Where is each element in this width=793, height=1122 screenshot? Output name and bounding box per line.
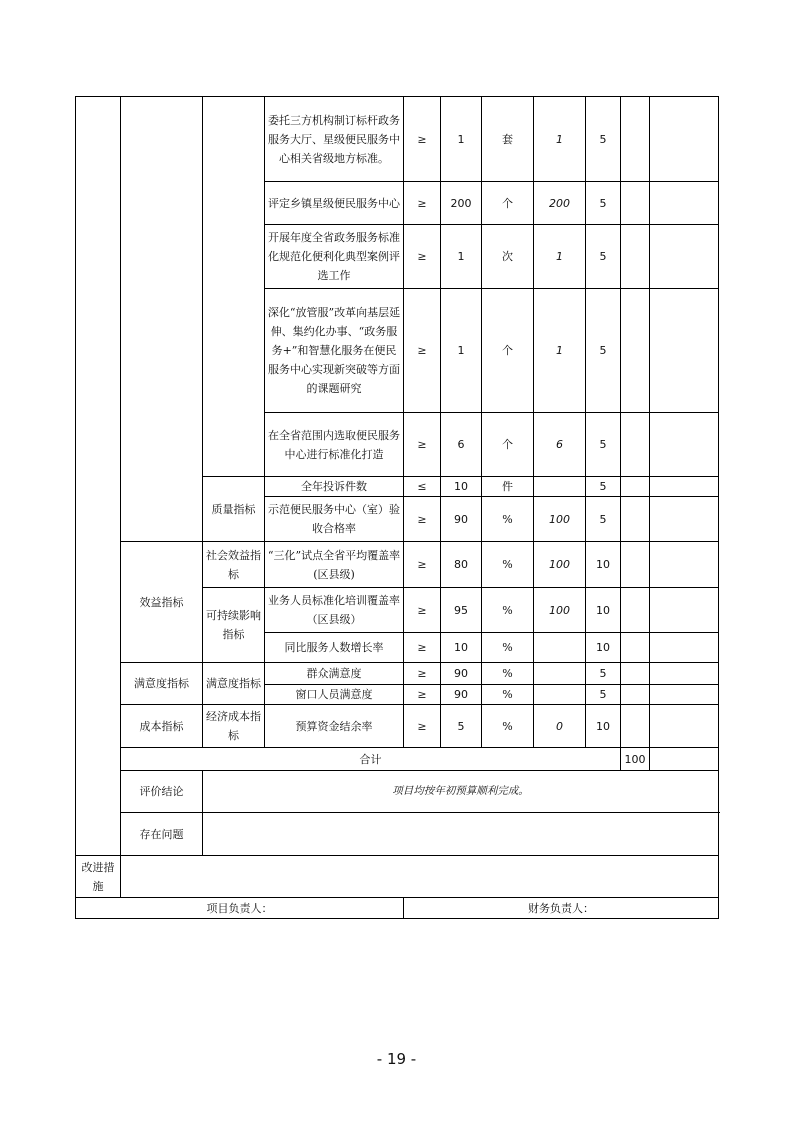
unit: 件	[482, 477, 534, 497]
score: 5	[586, 225, 621, 289]
total-obtained	[650, 748, 719, 771]
indicator-name: 同比服务人数增长率	[265, 633, 404, 663]
unit: %	[482, 685, 534, 705]
actual-value: 1	[534, 97, 586, 182]
comparison-operator: ≥	[404, 289, 441, 413]
comparison-operator: ≥	[404, 705, 441, 748]
unit: 次	[482, 225, 534, 289]
benefit-indicator-label: 效益指标	[121, 542, 203, 663]
page-number: - 19 -	[376, 1050, 417, 1068]
actual-value	[534, 633, 586, 663]
problems-label: 存在问题	[121, 813, 203, 856]
score-obtained	[621, 588, 650, 633]
deviation-reason	[650, 97, 719, 182]
score: 5	[586, 663, 621, 685]
deviation-reason	[650, 588, 719, 633]
social-benefit-indicator-label: 社会效益指标	[203, 542, 265, 588]
comparison-operator: ≥	[404, 633, 441, 663]
unit: 个	[482, 289, 534, 413]
problems-text	[203, 813, 719, 856]
score: 10	[586, 588, 621, 633]
score: 5	[586, 497, 621, 542]
sustainable-impact-indicator-label: 可持续影响指标	[203, 588, 265, 663]
target-value: 90	[441, 663, 482, 685]
score: 10	[586, 633, 621, 663]
conclusion-label: 评价结论	[121, 771, 203, 813]
comparison-operator: ≤	[404, 477, 441, 497]
unit: 个	[482, 413, 534, 477]
score-obtained	[621, 663, 650, 685]
target-value: 5	[441, 705, 482, 748]
problems-row	[76, 813, 719, 856]
outer-category-cell	[76, 97, 121, 856]
target-value: 95	[441, 588, 482, 633]
indicator-name: 深化“放管服”改革向基层延伸、集约化办事、“政务服务+”和智慧化服务在便民服务中心实现新突破等方面的课题研究	[265, 289, 404, 413]
comparison-operator: ≥	[404, 685, 441, 705]
indicator-name: 委托三方机构制订标杆政务服务大厅、星级便民服务中心相关省级地方标准。	[265, 97, 404, 182]
score-obtained	[621, 413, 650, 477]
satisfaction-sub-indicator-label: 满意度指标	[203, 663, 265, 705]
unit: 个	[482, 182, 534, 225]
indicator-name: 窗口人员满意度	[265, 685, 404, 705]
indicator-name: 评定乡镇星级便民服务中心	[265, 182, 404, 225]
score-obtained	[621, 497, 650, 542]
economic-cost-indicator-label: 经济成本指标	[203, 705, 265, 748]
actual-value: 200	[534, 182, 586, 225]
actual-value	[534, 663, 586, 685]
score-obtained	[621, 289, 650, 413]
deviation-reason	[650, 413, 719, 477]
signature-row	[76, 898, 719, 919]
target-value: 1	[441, 225, 482, 289]
comparison-operator: ≥	[404, 225, 441, 289]
total-label: 合计	[121, 748, 621, 771]
score-obtained	[621, 182, 650, 225]
score: 5	[586, 685, 621, 705]
project-lead-signature: 项目负责人：	[76, 898, 404, 919]
score-obtained	[621, 542, 650, 588]
score-obtained	[621, 225, 650, 289]
score: 5	[586, 97, 621, 182]
subcategory-cell	[203, 97, 265, 477]
target-value: 80	[441, 542, 482, 588]
table-row	[76, 705, 719, 748]
score: 10	[586, 542, 621, 588]
cost-indicator-label: 成本指标	[121, 705, 203, 748]
improve-label: 改进措施	[76, 856, 121, 898]
score-obtained	[621, 477, 650, 497]
deviation-reason	[650, 633, 719, 663]
indicator-name: 示范便民服务中心（室）验收合格率	[265, 497, 404, 542]
comparison-operator: ≥	[404, 663, 441, 685]
deviation-reason	[650, 477, 719, 497]
performance-evaluation-table	[75, 96, 719, 919]
table-row	[76, 97, 719, 182]
improve-row	[76, 856, 719, 898]
deviation-reason	[650, 685, 719, 705]
deviation-reason	[650, 497, 719, 542]
total-row	[76, 748, 719, 771]
score: 5	[586, 289, 621, 413]
target-value: 6	[441, 413, 482, 477]
satisfaction-indicator-label: 满意度指标	[121, 663, 203, 705]
table-row	[76, 663, 719, 685]
unit: %	[482, 705, 534, 748]
comparison-operator: ≥	[404, 413, 441, 477]
unit: %	[482, 663, 534, 685]
score-obtained	[621, 97, 650, 182]
table-row	[76, 542, 719, 588]
target-value: 1	[441, 289, 482, 413]
indicator-name: 预算资金结余率	[265, 705, 404, 748]
total-score: 100	[621, 748, 650, 771]
target-value: 10	[441, 477, 482, 497]
improve-text	[121, 856, 719, 898]
unit: 套	[482, 97, 534, 182]
deviation-reason	[650, 542, 719, 588]
actual-value	[534, 685, 586, 705]
finance-lead-signature: 财务负责人：	[404, 898, 719, 919]
comparison-operator: ≥	[404, 542, 441, 588]
actual-value: 100	[534, 497, 586, 542]
target-value: 90	[441, 685, 482, 705]
category-cell	[121, 97, 203, 542]
actual-value: 0	[534, 705, 586, 748]
target-value: 1	[441, 97, 482, 182]
target-value: 200	[441, 182, 482, 225]
deviation-reason	[650, 182, 719, 225]
indicator-name: 开展年度全省政务服务标准化规范化便利化典型案例评选工作	[265, 225, 404, 289]
score: 5	[586, 413, 621, 477]
score: 10	[586, 705, 621, 748]
actual-value: 1	[534, 289, 586, 413]
score-obtained	[621, 633, 650, 663]
indicator-name: 在全省范围内选取便民服务中心进行标准化打造	[265, 413, 404, 477]
score: 5	[586, 182, 621, 225]
unit: %	[482, 588, 534, 633]
conclusion-row	[76, 771, 719, 813]
comparison-operator: ≥	[404, 182, 441, 225]
quality-indicator-label: 质量指标	[203, 477, 265, 542]
actual-value: 100	[534, 588, 586, 633]
actual-value: 100	[534, 542, 586, 588]
actual-value: 6	[534, 413, 586, 477]
deviation-reason	[650, 663, 719, 685]
target-value: 90	[441, 497, 482, 542]
conclusion-text: 项目均按年初预算顺利完成。	[203, 771, 719, 813]
comparison-operator: ≥	[404, 497, 441, 542]
actual-value: 1	[534, 225, 586, 289]
unit: %	[482, 633, 534, 663]
indicator-name: 全年投诉件数	[265, 477, 404, 497]
score-obtained	[621, 685, 650, 705]
indicator-name: 业务人员标准化培训覆盖率（区县级）	[265, 588, 404, 633]
unit: %	[482, 497, 534, 542]
deviation-reason	[650, 289, 719, 413]
deviation-reason	[650, 225, 719, 289]
target-value: 10	[441, 633, 482, 663]
indicator-name: 群众满意度	[265, 663, 404, 685]
deviation-reason	[650, 705, 719, 748]
indicator-name: “三化”试点全省平均覆盖率(区县级)	[265, 542, 404, 588]
score: 5	[586, 477, 621, 497]
comparison-operator: ≥	[404, 588, 441, 633]
actual-value	[534, 477, 586, 497]
score-obtained	[621, 705, 650, 748]
unit: %	[482, 542, 534, 588]
comparison-operator: ≥	[404, 97, 441, 182]
